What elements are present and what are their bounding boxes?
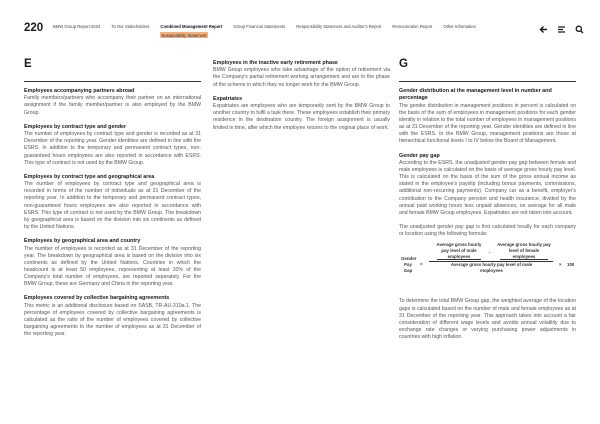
nav-combined-management-report[interactable]: Combined Management Report bbox=[160, 24, 223, 29]
entry-title: Employees covered by collective bargaining agreements bbox=[24, 295, 170, 302]
nav-other-information[interactable]: Other Information bbox=[443, 24, 476, 29]
nav-to-our-stakeholders[interactable]: To Our Stakeholders bbox=[111, 24, 150, 29]
entry-body: According to the ESRS, the unadjusted gender pay gap between female and male employees is calculated on the basis of average gross hourly pay level. This is calculated on the basis of the sum of the gross annual income as stated in the employee's payslip (including bonus payments, commissions, additional non-recurring payments), Company car as a benefit, employer's contribution to the Company pension and health insurance, divided by the annual paid working hours less unpaid absences, on average for all male and female BMW Group employees. Expatriates are not taken into account. bbox=[399, 159, 576, 216]
formula-numerator-female: Average gross hourly pay level of female employees bbox=[497, 242, 551, 259]
formula-times: × bbox=[559, 262, 562, 268]
entry-body: The number of employees is recorded as at 31 December of the reporting year. The breakdown by geographical area is based on the division into six continents as defined by the United Nations. Countries in which the headcount is at least 50 employees, representing at least 10% of the Company's total number of employees, are reported separately. For the BMW Group, these are Germany and China in the reporting year. bbox=[24, 245, 201, 288]
nav-responsibility-statement[interactable]: Responsibility Statement and Auditor's Report bbox=[296, 24, 382, 29]
formula-label: Gender Pay Gap bbox=[401, 256, 417, 274]
page-number: 220 bbox=[24, 22, 44, 34]
formula-equals: = bbox=[420, 262, 423, 268]
glossary-entry bbox=[24, 174, 201, 231]
subnav-sustainability-statement[interactable]: Sustainability Statement bbox=[161, 32, 207, 38]
glossary-entry bbox=[24, 238, 201, 288]
entry-title: Employees in the inactive early retirement phase bbox=[213, 60, 338, 66]
entry-body: Expatriates are employees who are temporarily sent by the BMW Group to another country to fulfil a task there. These employees establish their primary residence in the destination country. The foreign assignment is usually limited in time, after which the employee returns to the original place of work. bbox=[213, 103, 390, 131]
search-icon[interactable] bbox=[575, 21, 584, 30]
header-icons bbox=[539, 21, 584, 30]
divider bbox=[24, 81, 201, 82]
nav-remuneration-report[interactable]: Remuneration Report bbox=[392, 24, 433, 29]
entry-body: This metric is an additional disclosure based on SASB, TR-AU-310a.1. The percentage of employees covered by collective bargaining agreements is calculated as the ratio of the number of employees covered by collective bargaining agreements to the number of employees as at 31 December of the reporting year. bbox=[24, 302, 201, 338]
glossary-entry bbox=[399, 153, 576, 218]
section-letter-e: E bbox=[24, 58, 32, 70]
menu-icon[interactable] bbox=[557, 21, 566, 30]
formula-intro: The unadjusted gender pay gap is first calculated locally for each company or location using the following formula: bbox=[399, 224, 576, 238]
glossary-entry bbox=[24, 88, 201, 117]
glossary-entry bbox=[24, 124, 201, 167]
glossary-column-g bbox=[399, 58, 576, 341]
nav-group-financial-statements[interactable]: Group Financial Statements bbox=[233, 24, 286, 29]
glossary-column-e bbox=[24, 58, 201, 346]
entry-title: Employees accompanying partners abroad bbox=[24, 88, 135, 94]
page-header bbox=[0, 0, 600, 50]
entry-body: BMW Group employees who take advantage of the option of retirement via the Company's partial retirement working arrangement and are in the phase of the scheme in which they no longer work for the BMW Group. bbox=[213, 67, 390, 88]
formula-numerator-male: Average gross hourly pay level of male employees bbox=[436, 242, 482, 259]
section-letter-g: G bbox=[399, 58, 408, 70]
formula-minus: - bbox=[489, 250, 491, 256]
glossary-entry bbox=[399, 88, 576, 146]
top-navigation bbox=[53, 24, 487, 29]
formula-underline bbox=[437, 259, 481, 260]
entry-title: Expatriates bbox=[213, 95, 243, 102]
glossary-entry bbox=[213, 60, 390, 89]
nav-bmw-group-report[interactable]: BMW Group Report 2024 bbox=[53, 24, 101, 29]
entry-body: Family members/partners who accompany their partner on an international assignment if the family member/partner is also employed by the BMW Group. bbox=[24, 95, 201, 116]
formula-underline bbox=[500, 259, 548, 260]
entry-title: Employees by contract type and geographical area bbox=[24, 173, 155, 180]
back-arrow-icon[interactable] bbox=[539, 21, 548, 30]
entry-title: Employees by geographical area and country bbox=[24, 238, 141, 245]
entry-title: Employees by contract type and gender bbox=[24, 123, 127, 130]
glossary-column-middle bbox=[213, 60, 390, 139]
entry-title: Gender pay gap bbox=[399, 152, 440, 159]
entry-body: The number of employees by contract type and gender is recorded as at 31 December of the reporting year. Gender identities are defined in line with the ESRS. In addition to the temporary and permanent contract types, non-guaranteed hours employees are also reported in accordance with ESRS. This type of contract is not used by the BMW Group. bbox=[24, 131, 201, 166]
glossary-entry bbox=[213, 96, 390, 132]
formula-denominator: Average gross hourly pay level of male employees bbox=[450, 262, 533, 273]
divider bbox=[399, 81, 576, 82]
formula-factor: 100 bbox=[567, 262, 575, 268]
glossary-entry bbox=[24, 295, 201, 338]
entry-body: The number of employees by contract type and geographical area is recorded in terms of the number of individuals as at 31 December of the reporting year. In addition to the temporary and permanent contract types, non-guaranteed hours employees are also reported in accordance with ESRS. This type of contract is not used by the BMW Group. The breakdown by geographical area is based on the division into six continents as defined by the United Nations. bbox=[24, 181, 201, 231]
entry-title: Gender distribution at the management level in number and percentage bbox=[399, 88, 552, 102]
entry-body: The gender distribution in management positions in percent is calculated on the basis of the sum of employees in management positions for each gender identity in relation to the total number of employees in management positions as at 31 December of the reporting year. Gender identities are defined in line with the ESRS. In the BMW Group, management positions are those at hierarchical functional levels I to IV below the Board of Management. bbox=[399, 102, 576, 145]
formula-closing-text: To determine the total BMW Group gap, the weighted average of the location gaps is calculated based on the number of male and female employees as at 31 December of the reporting year. This approach takes into account a fair consideration of different wage levels and avoids annual volatility due to exchange rate changes or varying purchasing power adjustments in countries with high inflation. bbox=[399, 298, 576, 341]
gender-pay-gap-formula bbox=[399, 242, 576, 292]
